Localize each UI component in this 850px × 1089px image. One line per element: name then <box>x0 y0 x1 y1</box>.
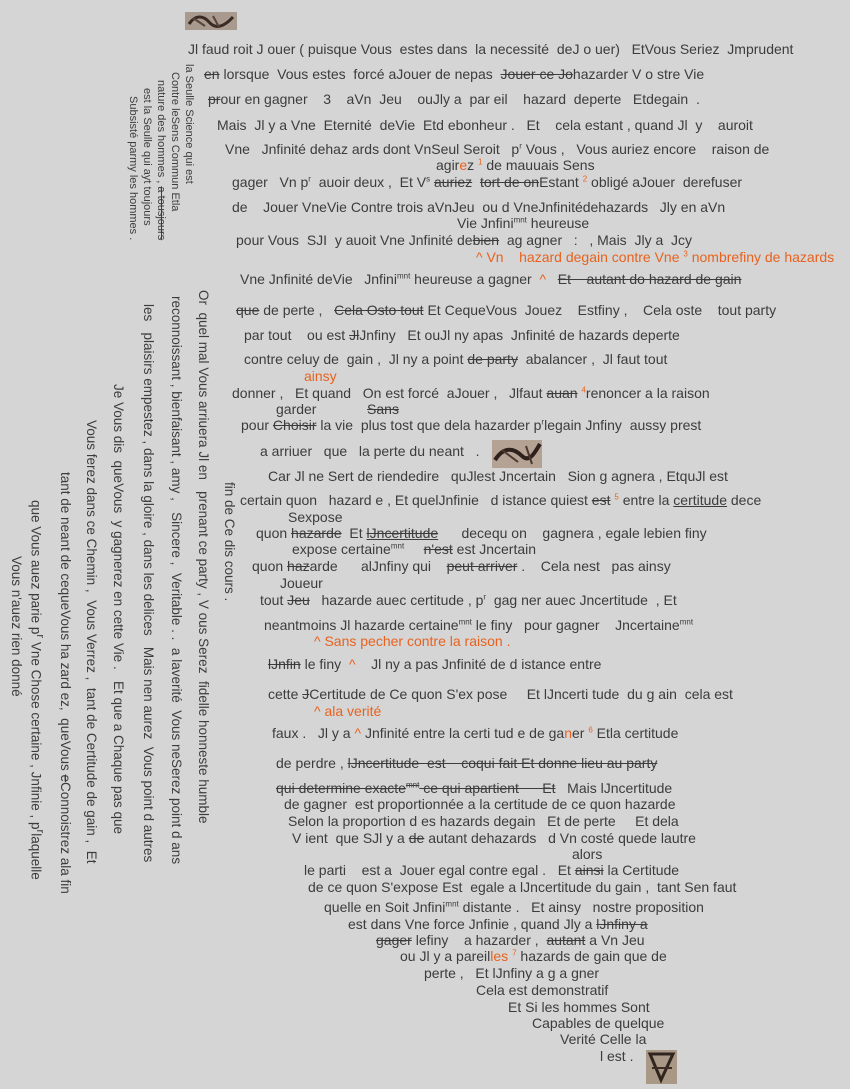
text-run <box>546 271 558 287</box>
text-line <box>288 813 679 829</box>
struck-text: lJnfin <box>268 656 301 672</box>
text-run: hazarder V o stre Vie <box>572 66 705 82</box>
text-line <box>308 879 736 895</box>
text-run: pour Vous SJI y auoit Vne Jnfinité de <box>236 232 473 248</box>
text-run: a arriuer que la perte du neant . <box>260 443 480 459</box>
text-run: Jl ny a pas Jnfinité de d istance entre <box>355 656 602 672</box>
text-run: Vne Chose certaine , Jnfinie , p <box>28 638 44 830</box>
text-run: Subsisté parmy les hommes . <box>127 96 139 241</box>
text-run: Sexpose <box>288 509 343 525</box>
text-run: Et CequeVous Jouez Estfiny , Cela oste tout party <box>423 302 777 318</box>
text-run: reconnoissant , bienfaisant , amy , Sincere , Veritable . . a laverité Vous neSerez point d ans <box>169 296 184 865</box>
text-run: donner , Et quand On est forcé aJouer , Jlfaut <box>232 385 547 401</box>
inserted-text: les <box>490 948 509 964</box>
text-run: r <box>34 634 46 639</box>
text-run: Contre leSens Commun Etla <box>169 72 181 212</box>
text-line <box>260 592 677 608</box>
text-run: Certitude de Ce quon S'ex pose Et lJncerti tude du g ain cela est <box>309 686 733 702</box>
struck-text: gager <box>376 932 412 948</box>
text-run: lorsque Vous estes forcé aJouer de nepas <box>219 66 501 82</box>
text-line <box>424 965 599 981</box>
struck-text: auan <box>546 385 578 401</box>
text-run: de gagner est proportionnée a la certitude de ce quon hazarde <box>284 796 676 812</box>
text-line <box>217 117 753 133</box>
text-run: Vne Jnfinité dehaz ards dont VnSeul Seroit p <box>225 141 520 157</box>
text-line <box>244 351 667 367</box>
text-line <box>276 401 399 417</box>
struck-text: auriez <box>434 174 473 190</box>
text-run: quon <box>256 525 292 541</box>
text-run: pour <box>241 417 273 433</box>
text-run: Et Si les hommes Sont <box>508 999 650 1015</box>
text-run: abalancer , Jl faut tout <box>517 351 668 367</box>
text-line <box>457 215 589 231</box>
margin-note-line <box>169 72 181 211</box>
text-line <box>236 302 776 318</box>
text-line <box>292 830 696 846</box>
text-run: certitude <box>673 492 727 508</box>
text-run: neantmoins Jl hazarde certaine <box>264 617 459 633</box>
text-run: agir <box>436 157 460 173</box>
struck-text: mnt <box>405 780 420 790</box>
text-run: Car Jl ne Sert de riendedire quJlest Jncertain Sion g agnera , EtquJl est <box>268 468 728 484</box>
struck-text: n'est <box>423 541 453 557</box>
text-run: la Seulle Science qui est <box>183 64 195 184</box>
text-run: hazarde auec certitude , p <box>309 592 484 608</box>
struck-text: Choisir <box>272 417 317 433</box>
text-run: le finy <box>300 656 349 672</box>
text-run: nature des hommes , <box>155 80 167 187</box>
text-run: Jnfiny Et ouJl ny apas Jnfinité de hazards deperte <box>359 327 680 343</box>
margin-note-line <box>140 304 156 862</box>
text-run: la vie plus tost que dela hazarder p <box>316 417 542 433</box>
text-run: Selon la proportion d es hazards degain Et de perte Et dela <box>288 813 679 829</box>
text-line <box>232 199 725 215</box>
text-run: de perte , <box>259 302 335 318</box>
struck-text: hazarde <box>291 525 342 541</box>
struck-text: qui determine exacte <box>276 780 406 796</box>
inserted-text: ala verité <box>320 703 382 719</box>
margin-note-line <box>155 80 167 240</box>
text-run: er <box>571 725 589 741</box>
struck-text: pr <box>208 91 221 107</box>
struck-text: Jeu <box>287 592 310 608</box>
text-run: que Vous auez parie p <box>28 500 44 635</box>
text-run: Verité Celle la <box>560 1031 647 1047</box>
text-line <box>225 141 769 157</box>
text-run: de Jouer VneVie Contre trois aVnJeu ou d VneJnfinitédehazards Jly en aVn <box>232 199 726 215</box>
text-line <box>252 558 671 574</box>
inserted-text: ^ <box>348 656 356 672</box>
inserted-text: ^ <box>539 271 547 287</box>
inserted-text: 3 <box>683 249 688 259</box>
text-line <box>532 1015 664 1031</box>
inserted-text: 7 <box>512 948 517 958</box>
text-run: . Cela nest pas ainsy <box>517 558 671 574</box>
text-run: les plaisirs empestez , dans la gloire , dans les delices Mais nen aurez Vous point d autres <box>141 304 156 863</box>
text-run: ou Jl y a pareil <box>400 948 491 964</box>
inserted-text: 1 <box>478 157 483 167</box>
inserted-text: ainsy <box>304 368 337 384</box>
text-run <box>472 174 480 190</box>
struck-text: Cela Osto tout <box>334 302 424 318</box>
inserted-text: ^ <box>314 703 321 719</box>
struck-text: Et autant do hazard de gain <box>557 271 742 287</box>
text-run: quon <box>252 558 288 574</box>
text-line <box>204 66 704 82</box>
text-run: l est . <box>600 1048 634 1064</box>
text-run: ag agner : , Mais Jly a Jcy <box>499 232 693 248</box>
ink-blot-middle <box>492 440 542 468</box>
struck-text: de <box>408 830 425 846</box>
text-line <box>232 174 742 190</box>
text-line <box>288 509 342 525</box>
margin-note-line <box>195 290 211 824</box>
margin-note-line <box>28 500 49 880</box>
text-run: est dans Vne force Jnfinie , quand Jly a <box>348 916 597 932</box>
text-line <box>476 982 608 998</box>
struck-text: de party <box>467 351 518 367</box>
struck-text: lJncertitude <box>366 525 439 541</box>
text-run: expose certaine <box>292 541 391 557</box>
margin-note-line <box>83 420 99 864</box>
text-run: Etla certitude <box>592 725 679 741</box>
text-line <box>276 755 657 771</box>
ink-blot-bottom <box>646 1050 677 1084</box>
text-run: heureuse a gagner <box>410 271 540 287</box>
margin-note-line <box>8 556 24 697</box>
text-line <box>264 617 693 633</box>
text-run: auoir deux , Et V <box>310 174 427 190</box>
text-run: Je Vous dis queVous y gagnerez en cette Vie . Et que a Chaque pas que <box>111 384 126 835</box>
margin-note-line <box>141 88 153 226</box>
text-run: Et <box>341 525 367 541</box>
text-run: our en gagner 3 aVn Jeu ouJly a par eil hazard deperte Etdegain . <box>220 91 700 107</box>
inserted-text: nombrefiny de hazards <box>687 249 835 265</box>
text-run: est la Seulle qui ayt toujours <box>141 88 153 226</box>
text-run <box>404 541 423 557</box>
text-line <box>240 492 761 508</box>
text-line <box>268 686 733 702</box>
inserted-text: 2 <box>582 174 588 184</box>
text-run: lefiny a hazarder , <box>411 932 547 948</box>
text-run: alors <box>572 846 603 862</box>
text-run: r <box>541 417 545 427</box>
text-line <box>400 948 667 964</box>
text-line <box>476 249 834 265</box>
struck-text: en <box>204 66 220 82</box>
text-run: Vous , Vous auriez encore raison de <box>521 141 770 157</box>
text-line <box>241 417 701 433</box>
inserted-text: Sans pecher contre la raison . <box>320 633 511 649</box>
text-line <box>232 385 710 401</box>
text-run: gag ner auec Jncertitude , Et <box>486 592 677 608</box>
text-line <box>436 157 595 173</box>
text-line <box>348 916 648 932</box>
text-line <box>272 725 678 741</box>
struck-text: lJncertitude est coqui fait Et donne lieu au party <box>347 755 658 771</box>
text-run: obligé aJouer derefuser <box>587 174 743 190</box>
text-run: Mais Jl y a Vne Eternité deVie Etd ebonheur . Et cela estant , quand Jl y auroit <box>217 117 753 133</box>
text-line <box>256 525 707 541</box>
text-run: V ient que SJl y a <box>292 830 409 846</box>
struck-text: ainsi <box>574 862 604 878</box>
text-run: de ce quon S'expose Est egale a lJncertitude du gain , tant Sen faut <box>308 879 737 895</box>
inserted-text: ^ <box>476 249 483 265</box>
text-run: quelle en Soit Jnfini <box>324 899 446 915</box>
text-run: Vne Jnfinité deVie Jnfini <box>240 271 397 287</box>
text-line <box>236 232 692 248</box>
text-run: de mauuais Sens <box>482 157 595 173</box>
text-run: Vie Jnfini <box>457 215 514 231</box>
margin-note-line <box>127 96 139 240</box>
margin-note-line <box>57 472 73 894</box>
text-line <box>276 780 672 796</box>
text-run: r <box>308 174 311 184</box>
struck-text: Jouer ce Jo <box>500 66 573 82</box>
text-run: fin de Ce dis cours . <box>222 482 237 602</box>
text-run: le parti est a Jouer egal contre egal . Et <box>304 862 575 878</box>
text-line <box>260 443 479 459</box>
struck-text: est <box>591 492 611 508</box>
text-run: la Certitude <box>603 862 680 878</box>
text-run: contre celuy de gain , Jl ny a point <box>244 351 468 367</box>
text-run: heureuse <box>526 215 590 231</box>
struck-text: bien <box>472 232 500 248</box>
struck-text: Jl <box>349 327 360 343</box>
text-run: s <box>426 174 431 184</box>
text-run: dece <box>727 492 762 508</box>
text-run: cette <box>268 686 303 702</box>
struck-text: ce qui apartient Et <box>419 780 556 796</box>
struck-text: que <box>236 302 260 318</box>
text-run: hazards de gain que de <box>516 948 667 964</box>
struck-text: haz <box>287 558 310 574</box>
struck-text: Sans <box>367 401 399 417</box>
text-line <box>572 846 602 862</box>
text-run: autant dehazards d Vn costé quede lautre <box>424 830 696 846</box>
text-run: mnt <box>513 215 527 225</box>
margin-note-line <box>110 384 126 834</box>
text-run: Vous n'auez rien donné <box>9 556 24 697</box>
text-line <box>268 468 728 484</box>
text-line <box>314 703 381 719</box>
text-run: arde alJnfiny qui <box>309 558 447 574</box>
text-run: r <box>519 141 522 151</box>
text-run: est Jncertain <box>452 541 537 557</box>
ink-blot-top <box>185 12 237 30</box>
text-run: r <box>34 829 46 834</box>
text-run: Capables de quelque <box>532 1015 665 1031</box>
text-run: perte , Et lJnfiny a g a gner <box>424 965 600 981</box>
text-run: gager Vn p <box>232 174 309 190</box>
text-run: distante . Et ainsy nostre proposition <box>458 899 704 915</box>
text-run: decequ on gagnera , egale lebien finy <box>438 525 707 541</box>
text-line <box>244 327 680 343</box>
text-run: mnt <box>445 899 459 909</box>
struck-text: lJnfiny a <box>596 916 648 932</box>
text-line <box>324 899 704 915</box>
inserted-text: e <box>459 157 468 173</box>
text-run: legain Jnfiny aussy prest <box>544 417 702 433</box>
text-run: mnt <box>390 541 405 551</box>
text-run: Vous ferez dans ce Chemin , Vous Verrez , tant de Certitude de gain , Et <box>84 420 99 864</box>
text-run: Joueur <box>280 575 323 591</box>
struck-text: a tousjours <box>155 186 167 241</box>
text-line <box>280 575 323 591</box>
inserted-text: 6 <box>588 725 593 735</box>
struck-text: autant <box>546 932 586 948</box>
text-run: garder <box>276 401 368 417</box>
text-line <box>304 862 679 878</box>
text-run: par tout ou est <box>244 327 350 343</box>
inserted-text: Vn hazard degain contre Vne <box>482 249 684 265</box>
text-line <box>314 633 510 649</box>
text-line <box>208 91 700 107</box>
text-line <box>304 368 337 384</box>
text-run: mnt <box>458 617 472 627</box>
text-run: Connoistrez ala fin <box>58 782 73 894</box>
text-run: z <box>467 157 479 173</box>
text-line <box>284 796 676 812</box>
inserted-text: 4 <box>581 385 586 395</box>
text-line <box>376 932 645 948</box>
text-run: Jl faud roit J ouer ( puisque Vous estes dans la necessité deJ o uer) EtVous Seriez Jmprudent <box>188 41 794 57</box>
text-run: certain quon hazard e , Et quelJnfinie d istance quiest <box>240 492 592 508</box>
text-line <box>188 41 793 57</box>
text-line <box>560 1031 646 1047</box>
text-line <box>240 271 741 287</box>
text-run: renoncer a la raison <box>585 385 710 401</box>
text-run: de perdre , <box>276 755 348 771</box>
margin-note-line <box>221 482 237 601</box>
inserted-text: 5 <box>614 492 619 502</box>
text-run: Or quel mal Vous arriuera Jl en prenant ce party , V ous Serez fidelle honneste humble <box>196 290 211 824</box>
text-run: tout <box>260 592 288 608</box>
text-run: Mais lJncertitude <box>555 780 673 796</box>
inserted-text: ^ <box>314 633 321 649</box>
text-line <box>268 656 601 672</box>
struck-text: e <box>58 774 73 782</box>
text-run: mnt <box>679 617 694 627</box>
text-run: Cela est demonstratif <box>476 982 609 998</box>
text-run: entre la <box>618 492 674 508</box>
margin-note-line <box>183 64 195 184</box>
struck-text: J <box>302 686 310 702</box>
text-run: le finy pour gagner Jncertaine <box>471 617 680 633</box>
margin-note-line <box>168 296 184 864</box>
text-run: a Vn Jeu <box>585 932 645 948</box>
text-line <box>508 999 650 1015</box>
inserted-text: n <box>564 725 572 741</box>
struck-text: peut arriver <box>446 558 518 574</box>
text-run: faux . Jl y a <box>272 725 355 741</box>
text-run: Estant <box>539 174 583 190</box>
text-run: laquelle <box>28 833 44 880</box>
text-run: tant de neant de cequeVous ha zard ez, queVous <box>58 472 73 775</box>
text-line <box>292 541 536 557</box>
text-run: Jnfinité entre la certi tud e de ga <box>361 725 565 741</box>
struck-text: tort de on <box>479 174 540 190</box>
text-run: mnt <box>396 271 411 281</box>
text-line <box>600 1048 633 1064</box>
text-run: r <box>483 592 487 602</box>
inserted-text: ^ <box>354 725 362 741</box>
